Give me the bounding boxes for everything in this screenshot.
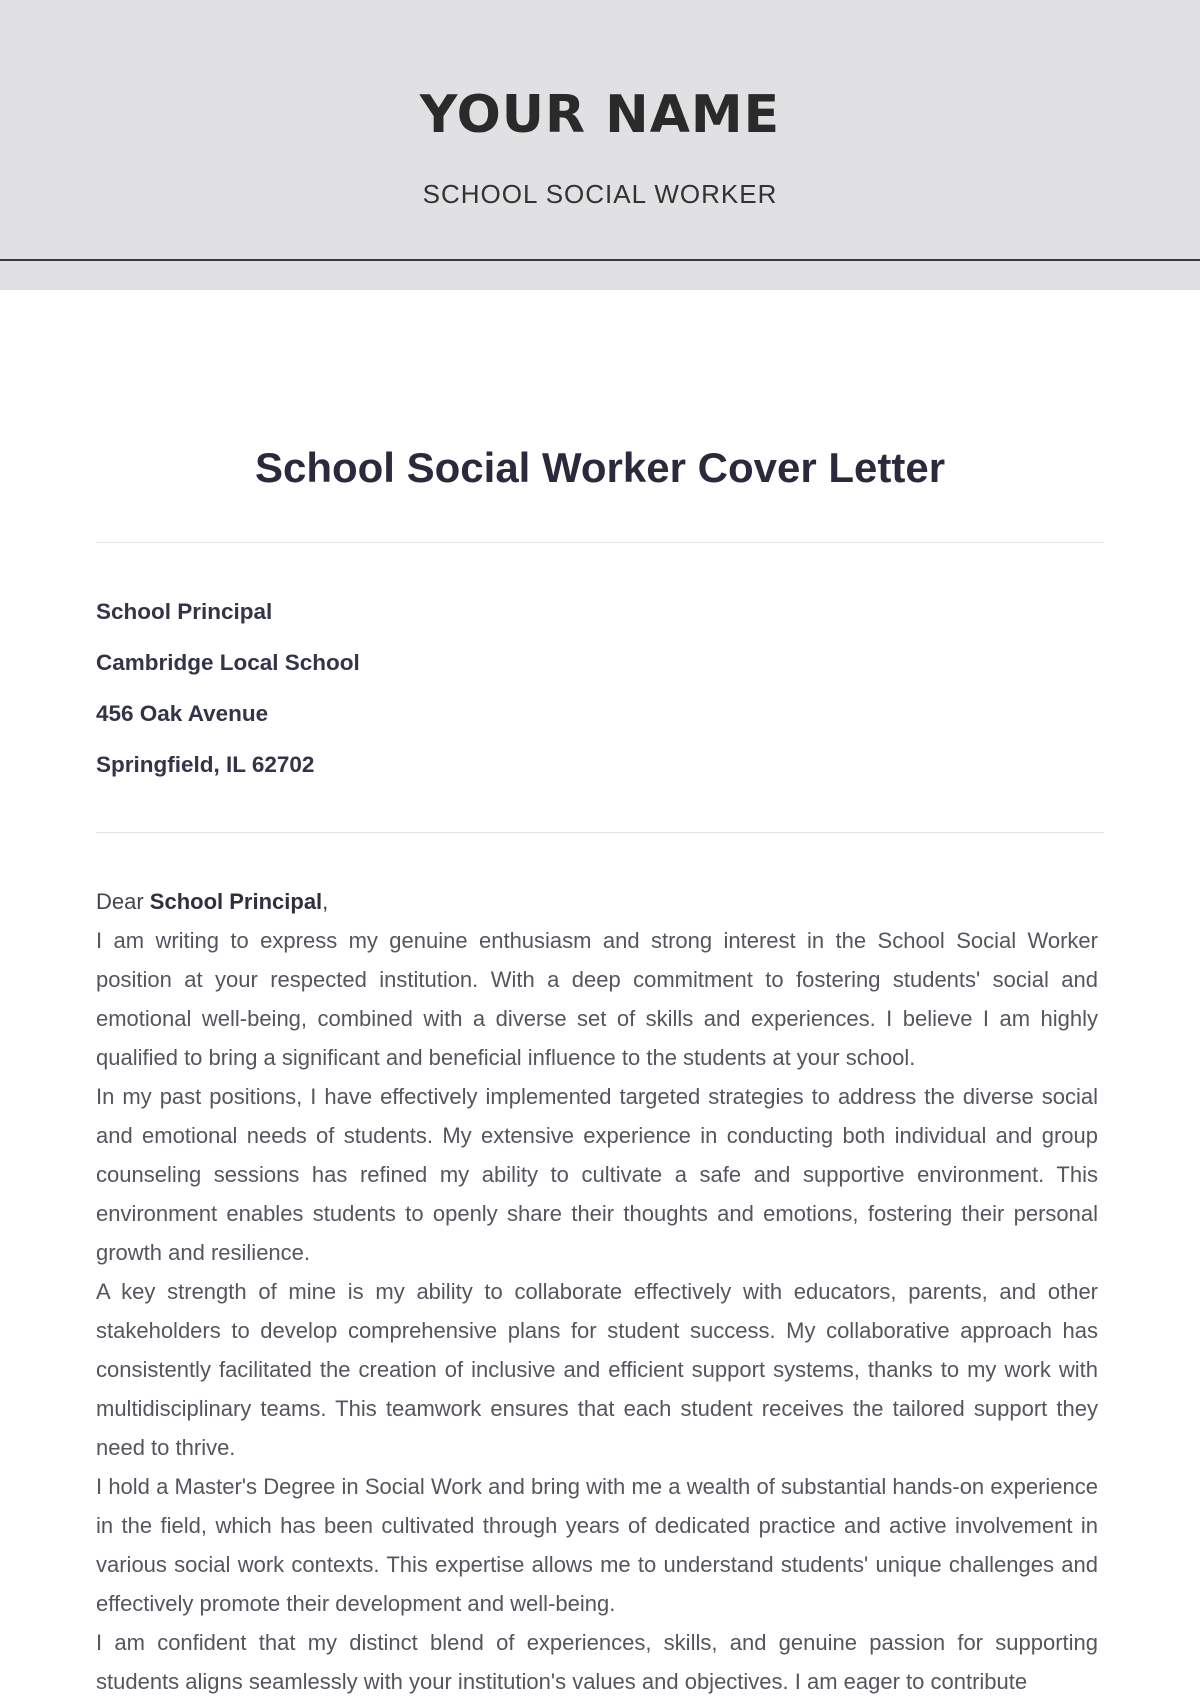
letter-body (96, 882, 1098, 1700)
address-divider (96, 832, 1104, 833)
recipient-address-block (96, 594, 1104, 798)
salutation-prefix: Dear (96, 889, 150, 914)
title-divider (96, 542, 1104, 543)
document-title: School Social Worker Cover Letter (254, 444, 946, 491)
recipient-city: Springfield, IL 62702 (96, 752, 315, 777)
letter-paragraph-closing: I am confident that my distinct blend of experiences, skills, and genuine passion for supporting students aligns seamlessly with your institution's values and objectives. I am eager to contribute (96, 1630, 1098, 1694)
letter-paragraph-experience: In my past positions, I have effectively implemented targeted strategies to address the diverse social and emotional needs of students. My extensive experience in conducting both individual and group counseling sessions has refined my ability to cultivate a safe and supportive environment. This environment enables students to openly share their thoughts and emotions, fostering their personal growth and resilience. (96, 1084, 1098, 1265)
applicant-job-title: SCHOOL SOCIAL WORKER (422, 179, 778, 209)
header-banner (0, 0, 1200, 290)
recipient-title: School Principal (96, 599, 273, 624)
letter-paragraph-collaboration: A key strength of mine is my ability to collaborate effectively with educators, parents, and other stakeholders to develop comprehensive plans for student success. My collaborative approach has consistently facilitated the creation of inclusive and efficient support systems, thanks to my work with multidisciplinary teams. This teamwork ensures that each student receives the tailored support they need to thrive. (96, 1279, 1098, 1460)
header-divider (0, 259, 1200, 261)
recipient-street: 456 Oak Avenue (96, 701, 269, 726)
letter-paragraph-intro: I am writing to express my genuine enthusiasm and strong interest in the School Social Worker position at your respected institution. With a deep commitment to fostering students' social and emotional well-being, combined with a diverse set of skills and experiences. I believe I am highly qualified to bring a significant and beneficial influence to the students at your school. (96, 928, 1098, 1070)
applicant-name: YOUR NAME (419, 85, 781, 145)
salutation (96, 882, 1098, 921)
letter-paragraph-education: I hold a Master's Degree in Social Work and bring with me a wealth of substantial hands-on experience in the field, which has been cultivated through years of dedicated practice and active involvement in various social work contexts. This expertise allows me to understand students' unique challenges and effectively promote their development and well-being. (96, 1474, 1098, 1616)
recipient-school: Cambridge Local School (96, 650, 360, 675)
salutation-suffix: , (322, 889, 329, 914)
salutation-recipient: School Principal (149, 889, 323, 914)
